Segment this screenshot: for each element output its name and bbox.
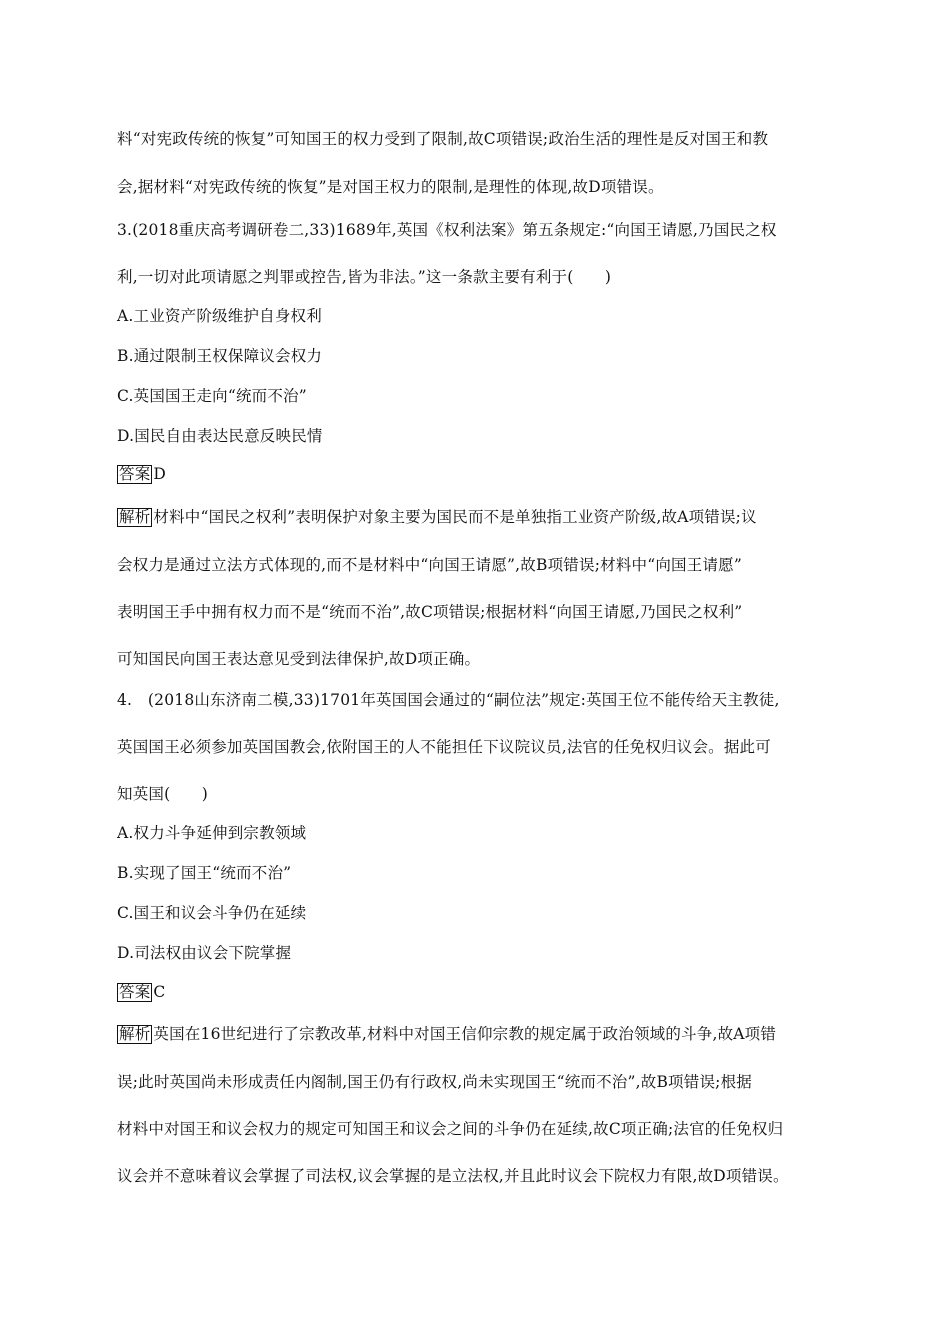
q3-analysis-text-1: 材料中“国民之权利”表明保护对象主要为国民而不是单独指工业资产阶级,故A项错误;议 (153, 508, 757, 526)
q4-analysis-line-1 (117, 1024, 776, 1044)
q3-stem-line-2: 利,一切对此项请愿之判罪或控告,皆为非法。”这一条款主要有利于( ) (117, 268, 612, 286)
prev-analysis-line-1: 料“对宪政传统的恢复”可知国王的权力受到了限制,故C项错误;政治生活的理性是反对国王和教 (117, 130, 769, 148)
q3-analysis-line-2: 会权力是通过立法方式体现的,而不是材料中“向国王请愿”,故B项错误;材料中“向国王请愿” (117, 556, 742, 574)
q3-option-b: B.通过限制王权保障议会权力 (117, 347, 323, 365)
analysis-label-box: 解析 (119, 1025, 151, 1043)
answer-label-box: 答案 (119, 983, 151, 1001)
q3-answer-row (117, 464, 166, 484)
analysis-label-box: 解析 (119, 508, 151, 526)
q4-analysis-line-2: 误;此时英国尚未形成责任内阁制,国王仍有行政权,尚未实现国王“统而不治”,故B项错误;根据 (117, 1073, 752, 1091)
q4-analysis-line-3: 材料中对国王和议会权力的规定可知国王和议会之间的斗争仍在延续,故C项正确;法官的任免权归 (117, 1120, 784, 1138)
q4-option-c: C.国王和议会斗争仍在延续 (117, 904, 307, 922)
q4-stem-line-1: 4. (2018山东济南二模,33)1701年英国国会通过的“嗣位法”规定:英国王位不能传给天主教徒, (117, 691, 780, 709)
q4-option-d: D.司法权由议会下院掌握 (117, 944, 292, 962)
q3-analysis-line-3: 表明国王手中拥有权力而不是“统而不治”,故C项错误;根据材料“向国王请愿,乃国民之权利” (117, 603, 743, 621)
q4-stem-line-3: 知英国( ) (117, 785, 208, 803)
q3-stem-line-1: 3.(2018重庆高考调研卷二,33)1689年,英国《权利法案》第五条规定:“向国王请愿,乃国民之权 (117, 221, 777, 239)
q4-analysis-text-1: 英国在16世纪进行了宗教改革,材料中对国王信仰宗教的规定属于政治领域的斗争,故A项错 (153, 1025, 777, 1043)
q3-analysis-line-1 (117, 507, 757, 527)
q3-answer-value: D (153, 465, 167, 483)
q4-stem-line-2: 英国国王必须参加英国国教会,依附国王的人不能担任下议院议员,法官的任免权归议会。据此可 (117, 738, 771, 756)
q3-analysis-line-4: 可知国民向国王表达意见受到法律保护,故D项正确。 (117, 650, 481, 668)
answer-label-box: 答案 (119, 465, 151, 483)
q4-answer-row (117, 982, 165, 1002)
q3-option-a: A.工业资产阶级维护自身权利 (117, 307, 322, 325)
q3-option-c: C.英国国王走向“统而不治” (117, 387, 307, 405)
q4-answer-value: C (153, 983, 166, 1001)
q3-option-d: D.国民自由表达民意反映民情 (117, 427, 323, 445)
q4-analysis-line-4: 议会并不意味着议会掌握了司法权,议会掌握的是立法权,并且此时议会下院权力有限,故D项错误。 (117, 1167, 789, 1185)
prev-analysis-line-2: 会,据材料“对宪政传统的恢复”是对国王权力的限制,是理性的体现,故D项错误。 (117, 178, 664, 196)
q4-option-a: A.权力斗争延伸到宗教领域 (117, 824, 307, 842)
q4-option-b: B.实现了国王“统而不治” (117, 864, 292, 882)
